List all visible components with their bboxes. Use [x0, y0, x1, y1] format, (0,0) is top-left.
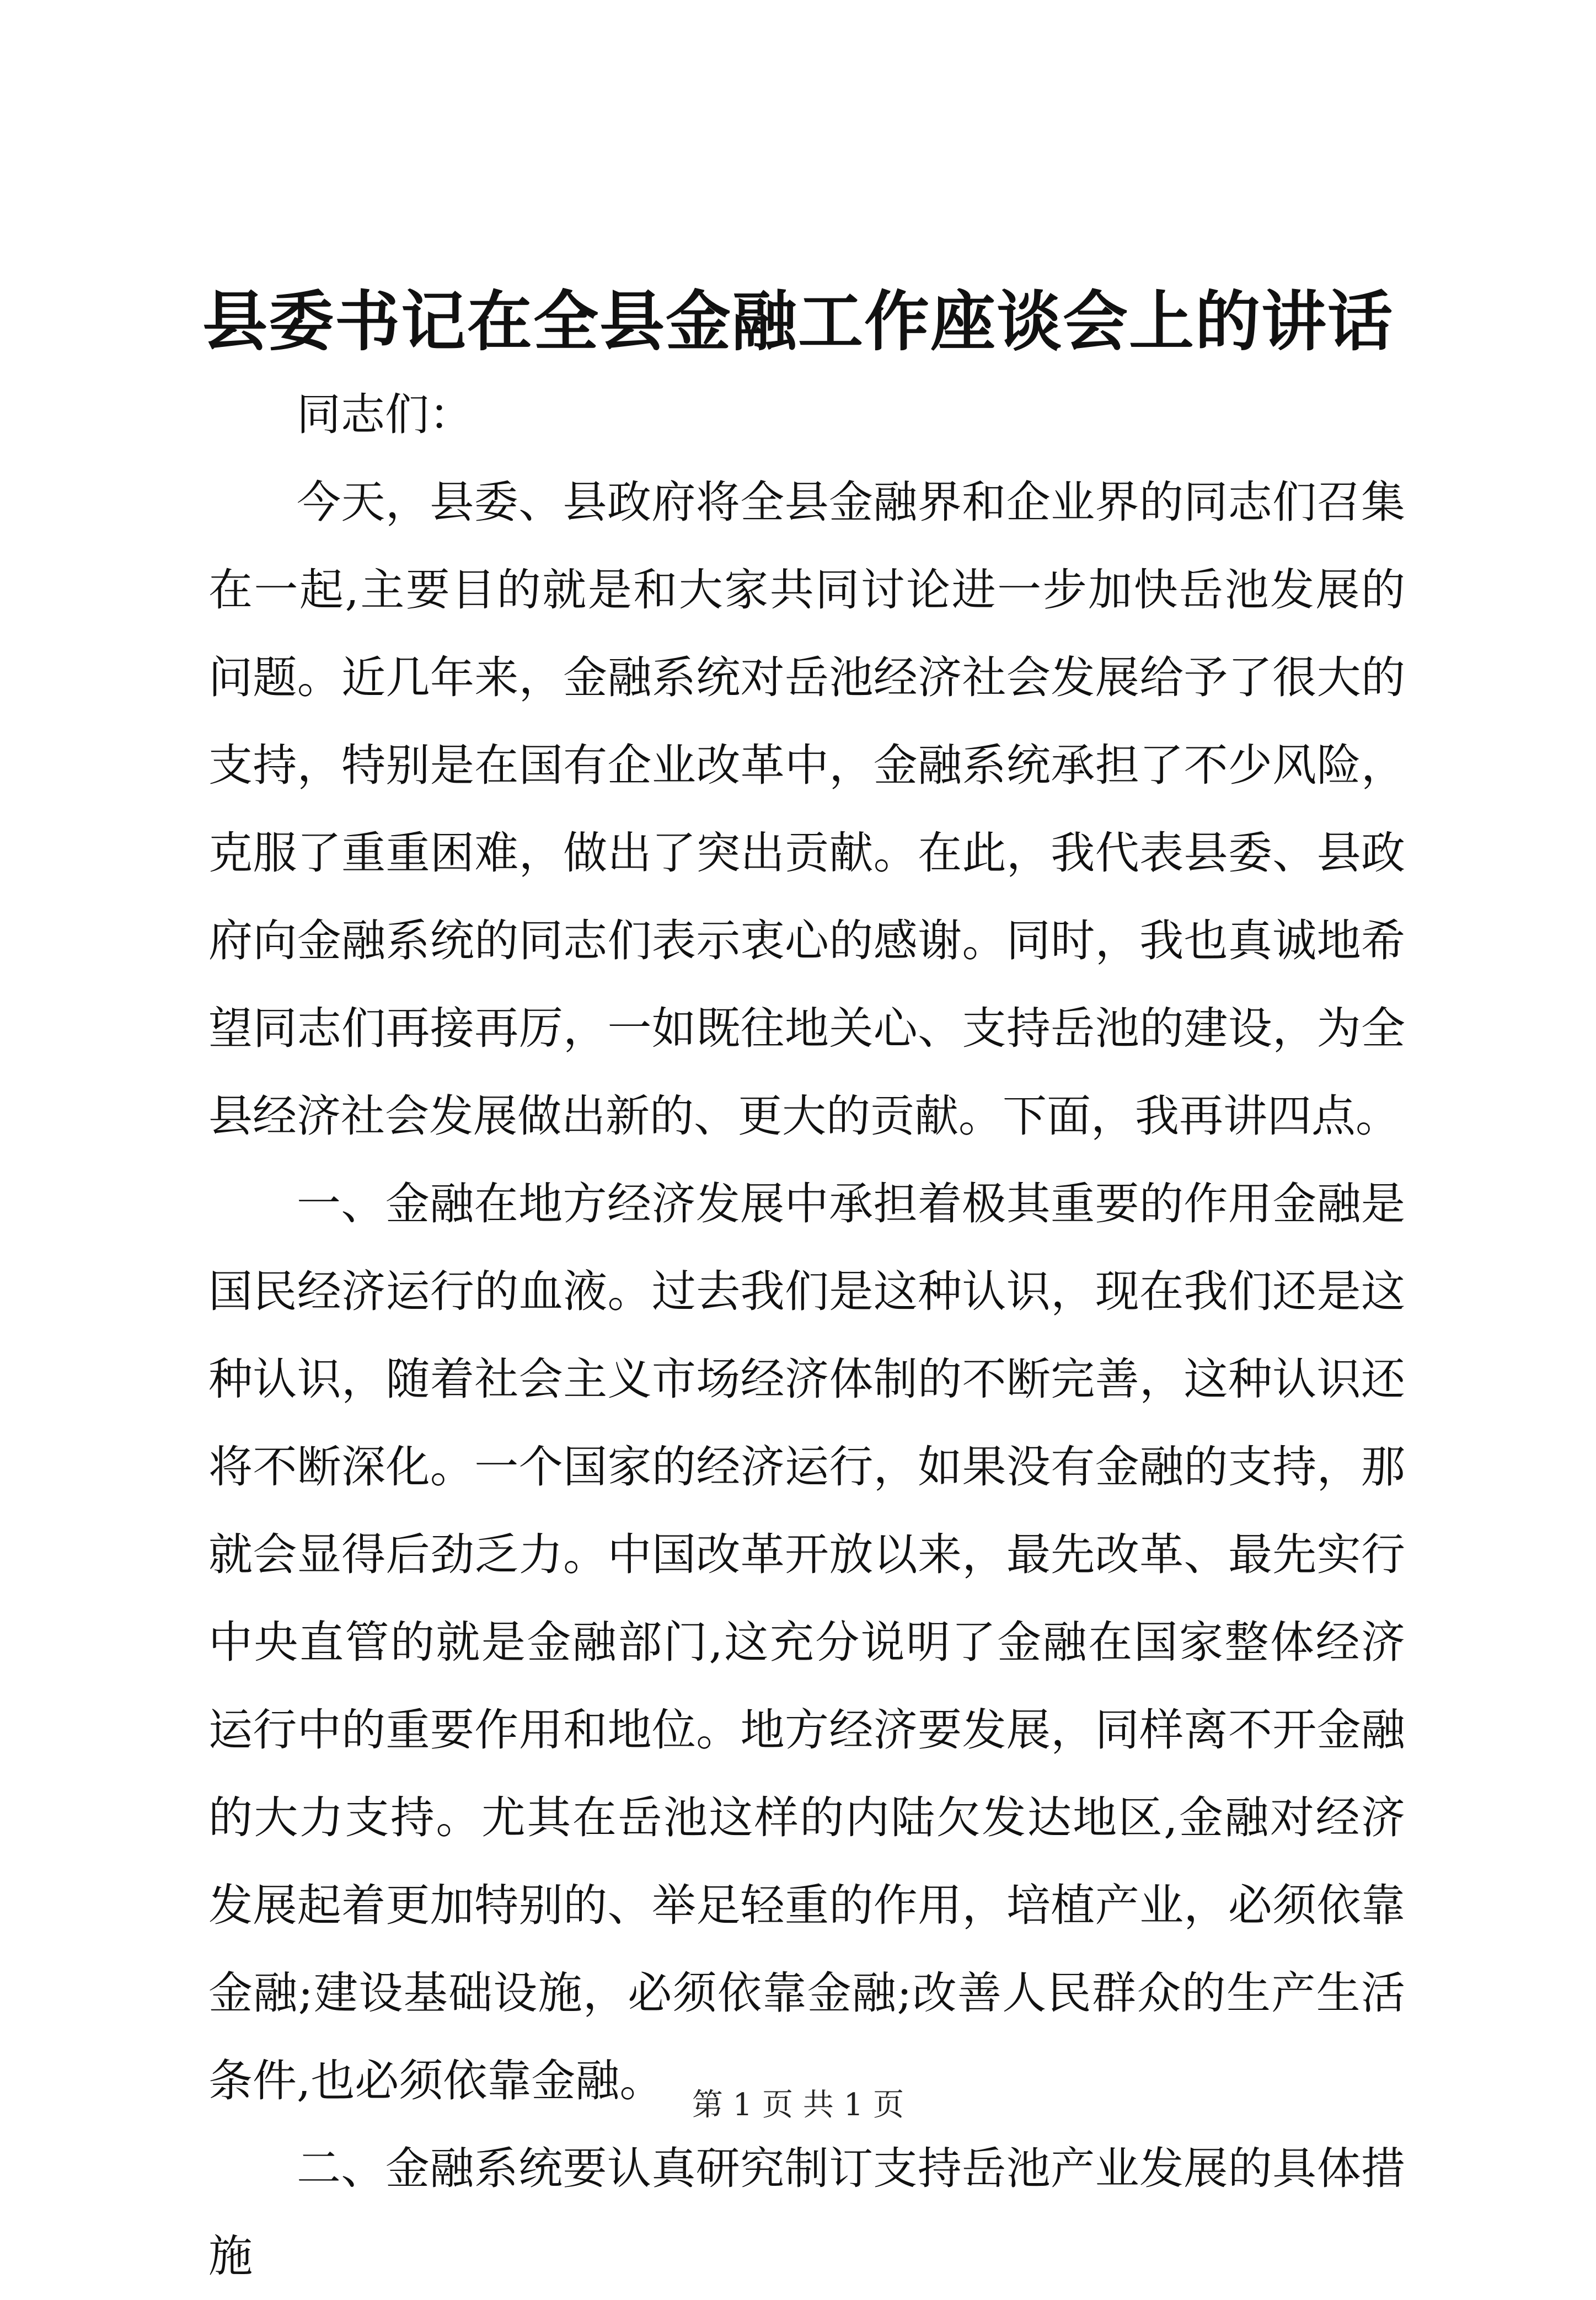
document-body [208, 371, 1405, 2300]
page-footer: 第 1 页 共 1 页 [692, 2087, 904, 2123]
document-title: 县委书记在全县金融工作座谈会上的讲话 [202, 283, 1394, 360]
paragraph-section-one: 一、金融在地方经济发展中承担着极其重要的作用金融是国民经济运行的血液。过去我们是这种认识，现在我们还是这种认识，随着社会主义市场经济体制的不断完善，这种认识还将不断深化。一个国家的经济运行，如果没有金融的支持，那就会显得后劲乏力。中国改革开放以来，最先改革、最先实行中央直管的就是金融部门,这充分说明了金融在国家整体经济运行中的重要作用和地位。地方经济要发展，同样离不开金融的大力支持。尤其在岳池这样的内陆欠发达地区,金融对经济发展起着更加特别的、举足轻重的作用，培植产业，必须依靠金融;建设基础设施，必须依靠金融;改善人民群众的生产生活条件,也必须依靠金融。 [208, 1178, 1405, 2106]
paragraph-section-two-heading: 二、金融系统要认真研究制订支持岳池产业发展的具体措施 [208, 2143, 1405, 2282]
salutation: 同志们： [297, 389, 473, 440]
paragraph-intro: 今天，县委、县政府将全县金融界和企业界的同志们召集在一起,主要目的就是和大家共同讨论进一步加快岳池发展的问题。近几年来，金融系统对岳池经济社会发展给予了很大的支持，特别是在国有企业改革中，金融系统承担了不少风险，克服了重重困难，做出了突出贡献。在此，我代表县委、县政府向金融系统的同志们表示衷心的感谢。同时，我也真诚地希望同志们再接再厉，一如既往地关心、支持岳池的建设，为全县经济社会发展做出新的、更大的贡献。下面，我再讲四点。 [208, 477, 1405, 1142]
